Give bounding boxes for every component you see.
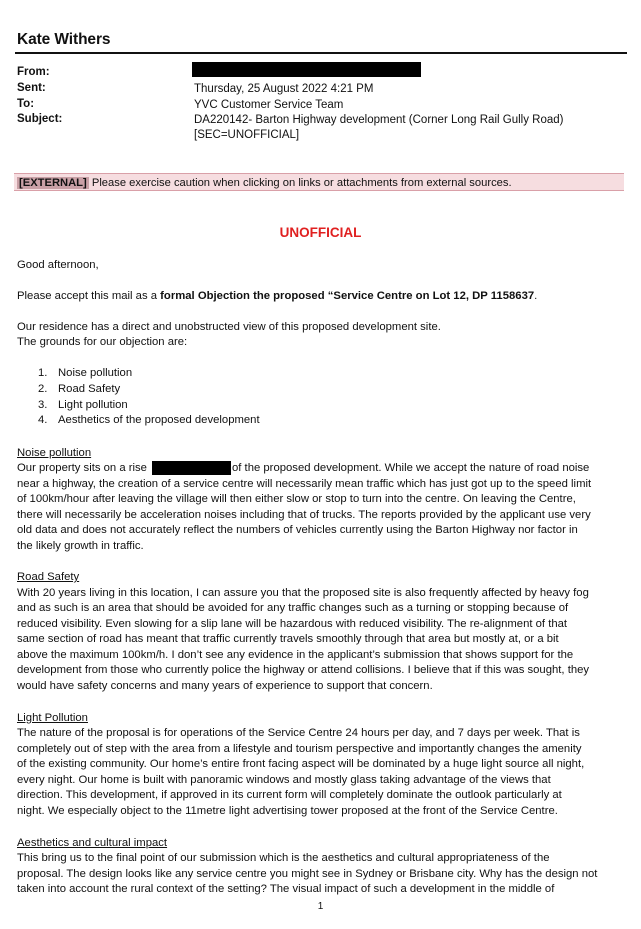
noise-line: near a highway, the creation of a service centre will necessarily mean traffic which has just got up to the speed limit (17, 478, 592, 490)
greeting: Good afternoon, (17, 259, 99, 271)
road-line: and as such is an area that should be avoided for any traffic changes such as a turning or stopping because of (17, 602, 569, 614)
noise-line: the likely growth in traffic. (17, 540, 144, 552)
intro-bold-text: formal Objection the proposed “Service Centre on Lot 12, DP 1158637 (160, 290, 535, 302)
section-heading-light: Light Pollution (17, 712, 88, 724)
subject-line-1: DA220142- Barton Highway development (Corner Long Rail Gully Road) (194, 114, 564, 126)
sent-value: Thursday, 25 August 2022 4:21 PM (194, 83, 374, 95)
subject-line-2: [SEC=UNOFFICIAL] (194, 129, 300, 141)
noise-line: there will necessarily be acceleration noises including that of trucks. The reports provided by the applicant use very (17, 509, 591, 521)
list-number: 2. (38, 383, 48, 395)
subject-label: Subject: (17, 113, 63, 125)
redacted-location (152, 461, 231, 475)
sent-label: Sent: (17, 82, 46, 94)
road-line: With 20 years living in this location, I can assure you that the proposed site is also frequently affected by heavy fog (17, 587, 589, 599)
noise-line: old data and does not accurately reflect the numbers of vehicles currently using the Barton Highway nor factor in (17, 524, 578, 536)
light-line: direction. This development, if approved in its current form will completely dominate the outlook particularly at (17, 789, 562, 801)
aesthetics-line: This bring us to the final point of our submission which is the aesthetics and cultural appropriateness of the (17, 852, 550, 864)
aesthetics-line: taken into account the rural context of the setting? The visual impact of such a development in the middle of (17, 883, 555, 895)
intro-paragraph (17, 289, 537, 305)
external-warning-text: Please exercise caution when clicking on links or attachments from external sources. (88, 177, 512, 189)
header-divider (15, 52, 627, 54)
external-tag: [EXTERNAL] (19, 177, 87, 189)
to-value: YVC Customer Service Team (194, 99, 344, 111)
grounds-intro: The grounds for our objection are: (17, 336, 188, 348)
list-item: Noise pollution (58, 367, 133, 379)
section-heading-aesthetics: Aesthetics and cultural impact (17, 837, 168, 849)
from-label: From: (17, 66, 50, 78)
external-warning-banner (14, 173, 624, 191)
light-line: night. We especially object to the 11metre light advertising tower proposed at the front of the Service Centre. (17, 805, 558, 817)
redacted-from-address (192, 62, 421, 77)
list-item: Aesthetics of the proposed development (58, 414, 260, 426)
sender-name: Kate Withers (17, 31, 111, 48)
light-line: of the existing community. Our home’s entire front facing aspect will be dominated by a huge light source all night, (17, 758, 585, 770)
road-line: above the maximum 100km/h. I don’t see any evidence in the applicant’s submission that shows support for the (17, 649, 574, 661)
road-line: would have safety concerns and many years of experience to support that concern. (17, 680, 433, 692)
to-label: To: (17, 98, 35, 110)
light-line: completely out of step with the area from a lifestyle and tourism perspective and importantly changes the amenity (17, 743, 582, 755)
road-line: same section of road has meant that traffic currently travels smoothly through that area but mostly at, or a bit (17, 633, 559, 645)
noise-line: of 100km/hour after leaving the village will then either slow or stop to turn into the centre. On leaving the Centre, (17, 493, 576, 505)
intro-end: . (534, 290, 538, 302)
section-heading-noise: Noise pollution (17, 447, 92, 459)
intro-text: Please accept this mail as a (17, 290, 161, 302)
list-number: 4. (38, 414, 48, 426)
list-number: 3. (38, 399, 48, 411)
residence-line: Our residence has a direct and unobstructed view of this proposed development site. (17, 321, 441, 333)
page-number: 1 (317, 901, 324, 912)
road-line: reduced visibility. Even slowing for a slip lane will be hazardous with reduced visibility. The re-alignment of that (17, 618, 568, 630)
noise-line-first-a: Our property sits on a rise (17, 462, 147, 474)
list-number: 1. (38, 367, 48, 379)
list-item: Light pollution (58, 399, 128, 411)
classification-marking: UNOFFICIAL (279, 225, 362, 240)
aesthetics-line: proposal. The design looks like any service centre you might see in Sydney or Brisbane city. Why has the design not (17, 868, 598, 880)
section-heading-road-safety: Road Safety (17, 571, 80, 583)
light-line: every night. Our home is built with panoramic windows and mostly glass taking advantage of the views that (17, 774, 551, 786)
noise-line-first-b: of the proposed development. While we accept the nature of road noise (232, 462, 590, 474)
light-line: The nature of the proposal is for operations of the Service Centre 24 hours per day, and 7 days per week. That is (17, 727, 580, 739)
list-item: Road Safety (58, 383, 121, 395)
road-line: development from those who currently police the highway or attend collisions. I believe that if this was sought, they (17, 664, 590, 676)
